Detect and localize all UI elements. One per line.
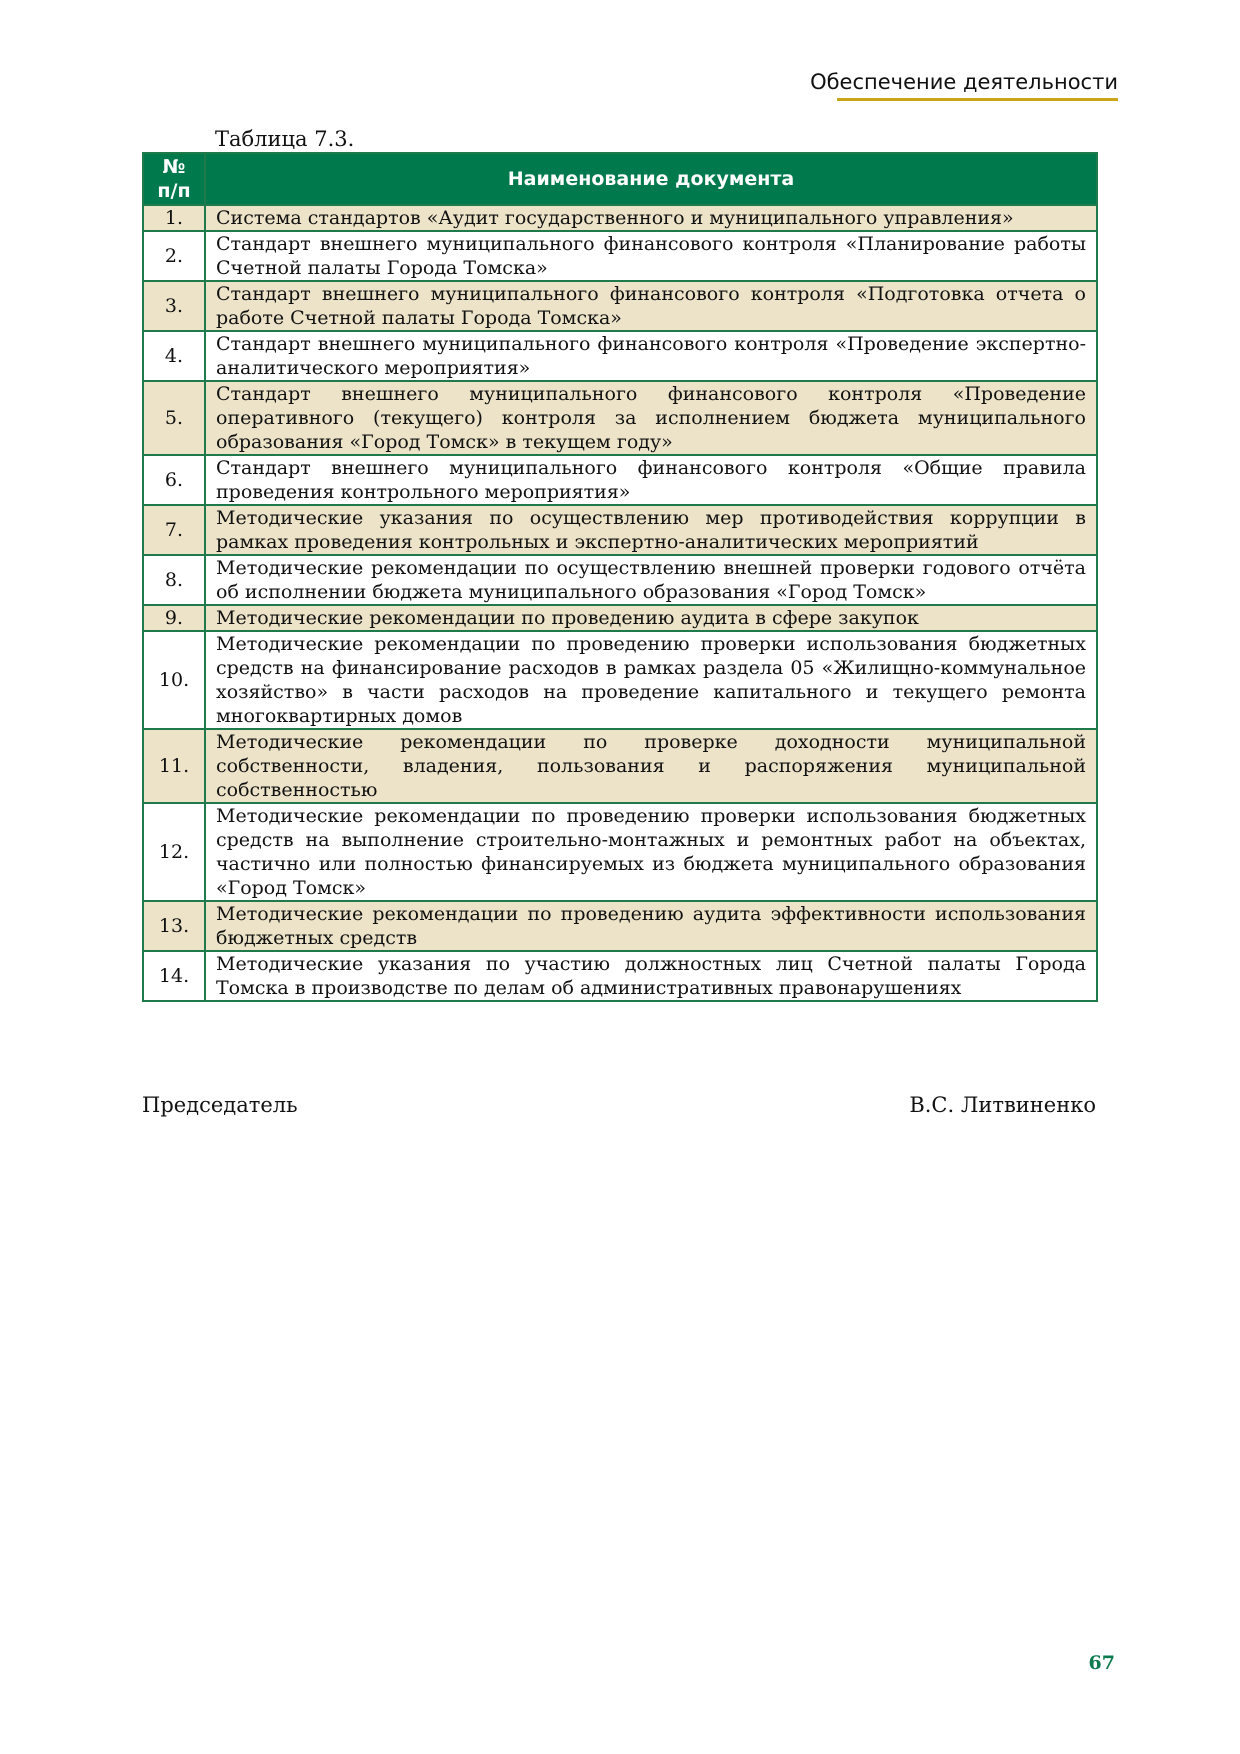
row-number: 2. (143, 231, 205, 281)
page-number: 67 (1088, 1652, 1115, 1674)
row-number: 4. (143, 331, 205, 381)
table-body (143, 205, 1097, 1001)
table-row (143, 205, 1097, 231)
row-document-name: Методические рекомендации по проведению проверки использования бюджетных средств на выполнение строительно-монтажных и ремонтных работ на объектах, частично или полностью финансируемых из бюджета муниципального образования «Город Томск» (205, 803, 1097, 901)
table-row (143, 455, 1097, 505)
row-number: 7. (143, 505, 205, 555)
row-document-name: Методические рекомендации по проверке доходности муниципальной собственности, владения, пользования и распоряжения муниципальной собственностью (205, 729, 1097, 803)
row-document-name: Методические указания по участию должностных лиц Счетной палаты Города Томска в производстве по делам об административных правонарушениях (205, 951, 1097, 1001)
row-document-name: Система стандартов «Аудит государственного и муниципального управления» (205, 205, 1097, 231)
row-document-name: Стандарт внешнего муниципального финансового контроля «Проведение экспертно-аналитического мероприятия» (205, 331, 1097, 381)
row-number: 3. (143, 281, 205, 331)
row-document-name: Стандарт внешнего муниципального финансового контроля «Подготовка отчета о работе Счетной палаты Города Томска» (205, 281, 1097, 331)
table-row (143, 281, 1097, 331)
row-number: 9. (143, 605, 205, 631)
column-header-number (143, 153, 205, 205)
row-document-name: Стандарт внешнего муниципального финансового контроля «Планирование работы Счетной палаты Города Томска» (205, 231, 1097, 281)
table-row (143, 231, 1097, 281)
table-row (143, 803, 1097, 901)
table-caption: Таблица 7.3. (215, 127, 355, 151)
row-number: 14. (143, 951, 205, 1001)
row-number: 8. (143, 555, 205, 605)
signature-role: Председатель (142, 1093, 298, 1117)
table-row (143, 631, 1097, 729)
table-row (143, 729, 1097, 803)
table-row (143, 381, 1097, 455)
row-number: 10. (143, 631, 205, 729)
signature-name: В.С. Литвиненко (909, 1093, 1096, 1117)
row-document-name: Методические рекомендации по осуществлению внешней проверки годового отчёта об исполнении бюджета муниципального образования «Город Томск» (205, 555, 1097, 605)
row-document-name: Стандарт внешнего муниципального финансового контроля «Проведение оперативного (текущего) контроля за исполнением бюджета муниципального образования «Город Томск» в текущем году» (205, 381, 1097, 455)
section-title: Обеспечение деятельности (810, 70, 1118, 94)
row-number: 5. (143, 381, 205, 455)
row-document-name: Стандарт внешнего муниципального финансового контроля «Общие правила проведения контрольного мероприятия» (205, 455, 1097, 505)
table-row (143, 555, 1097, 605)
row-number: 1. (143, 205, 205, 231)
table-row (143, 901, 1097, 951)
table-row (143, 951, 1097, 1001)
row-document-name: Методические рекомендации по проведению аудита эффективности использования бюджетных средств (205, 901, 1097, 951)
header-underline (837, 98, 1118, 101)
column-header-document: Наименование документа (205, 153, 1097, 205)
column-header-number-label: № п/п (157, 156, 191, 202)
row-document-name: Методические рекомендации по проведению проверки использования бюджетных средств на финансирование расходов в рамках раздела 05 «Жилищно-коммунальное хозяйство» в части расходов на проведение капитального и текущего ремонта многоквартирных домов (205, 631, 1097, 729)
row-number: 11. (143, 729, 205, 803)
row-document-name: Методические рекомендации по проведению аудита в сфере закупок (205, 605, 1097, 631)
table-row (143, 505, 1097, 555)
table-row (143, 605, 1097, 631)
row-number: 12. (143, 803, 205, 901)
row-document-name: Методические указания по осуществлению мер противодействия коррупции в рамках проведения контрольных и экспертно-аналитических мероприятий (205, 505, 1097, 555)
row-number: 6. (143, 455, 205, 505)
documents-table (142, 152, 1098, 1002)
table-header-row (143, 153, 1097, 205)
table-row (143, 331, 1097, 381)
row-number: 13. (143, 901, 205, 951)
